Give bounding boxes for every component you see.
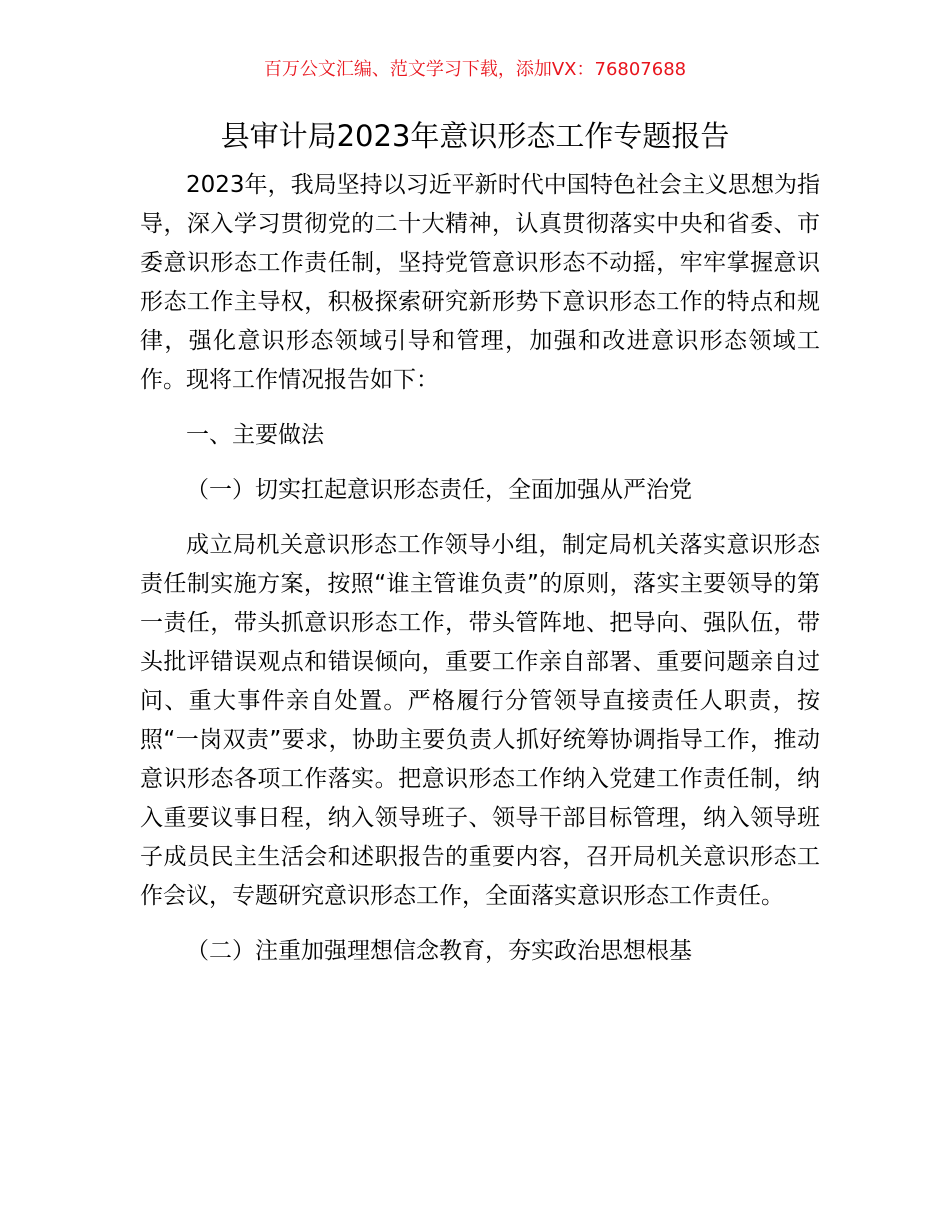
intro-paragraph: 2023年，我局坚持以习近平新时代中国特色社会主义思想为指导，深入学习贯彻党的二十大精神，认真贯彻落实中央和省委、市委意识形态工作责任制，坚持党管意识形态不动摇，牢牢掌握意识形态工作主导权，积极探索研究新形势下意识形态工作的特点和规律，强化意识形态领域引导和管理，加强和改进意识形态领域工作。现将工作情况报告如下： [140, 172, 820, 393]
document-title: 县审计局2023年意识形态工作专题报告 [220, 119, 730, 153]
document-body [140, 166, 820, 987]
subsection-1-heading: （一）切实扛起意识形态责任，全面加强从严治党 [186, 477, 692, 503]
subsection-2-heading: （二）注重加强理想信念教育，夯实政治思想根基 [186, 938, 692, 964]
section-1-heading: 一、主要做法 [186, 422, 324, 448]
header-watermark-note: 百万公文汇编、范文学习下载，添加VX：76807688 [263, 59, 687, 80]
subsection-1-paragraph: 成立局机关意识形态工作领导小组，制定局机关落实意识形态责任制实施方案，按照“谁主管谁负责”的原则，落实主要领导的第一责任，带头抓意识形态工作，带头管阵地、把导向、强队伍，带头批评错误观点和错误倾向，重要工作亲自部署、重要问题亲自过问、重大事件亲自处置。严格履行分管领导直接责任人职责，按照“一岗双责”要求，协助主要负责人抓好统筹协调指导工作，推动意识形态各项工作落实。把意识形态工作纳入党建工作责任制，纳入重要议事日程，纳入领导班子、领导干部目标管理，纳入领导班子成员民主生活会和述职报告的重要内容，召开局机关意识形态工作会议，专题研究意识形态工作，全面落实意识形态工作责任。 [140, 532, 820, 909]
